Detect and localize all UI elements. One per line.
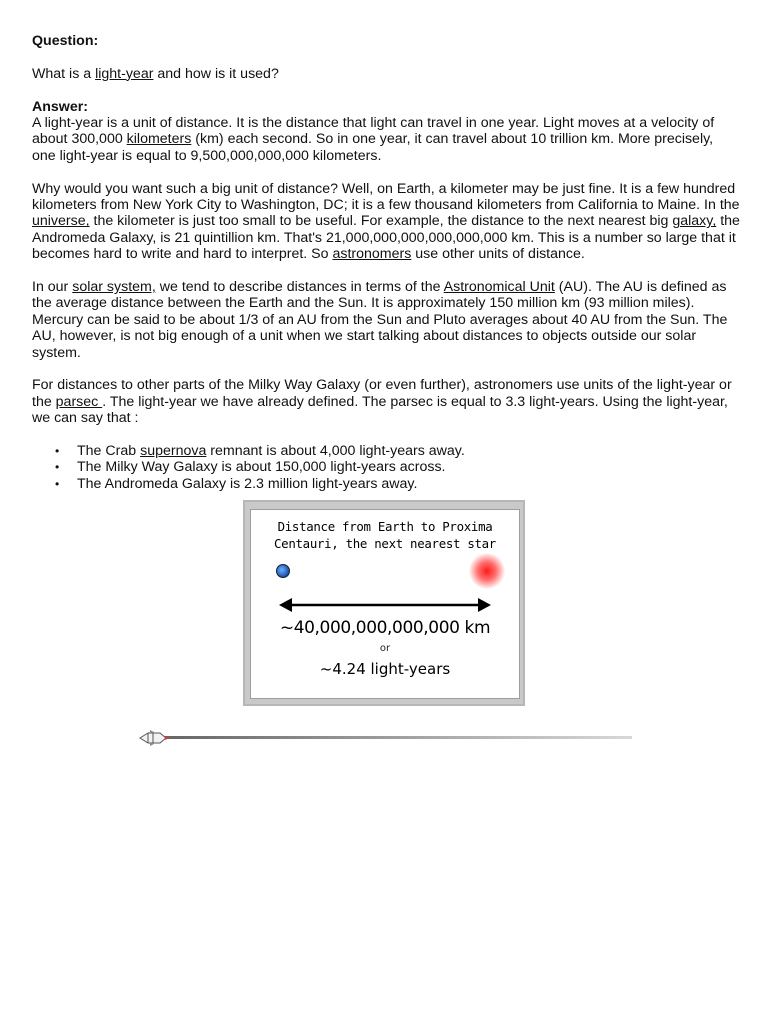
distance-list: [32, 443, 740, 492]
answer-heading: Answer:: [32, 98, 88, 115]
figure-panel: [250, 509, 520, 699]
figure-title: Distance from Earth to Proxima Centauri, the next nearest star: [274, 519, 496, 551]
link-parsec[interactable]: parsec: [55, 393, 103, 410]
link-astronomers[interactable]: astronomers: [332, 246, 412, 263]
question-text: What is a light-year and how is it used?: [32, 65, 279, 82]
distance-light-years-label: ~4.24 light-years: [319, 660, 451, 678]
document-page: [32, 33, 740, 492]
distance-km-label: ~40,000,000,000,000 km: [279, 618, 491, 638]
paragraph-3: In our solar system, we tend to describe distances in terms of the Astronomical Unit (AU). The AU is defined as the average distance between the Earth and the Sun. It is approximately 150 million km (93 million miles). Mercury can be said to be about 1/3 of an AU from the Sun and Pluto averages about 40 AU from the Sun. The AU, however, is not big enough of a unit when we start talking about distances to objects outside our solar system.: [32, 279, 728, 361]
rocket-divider-icon: [138, 728, 634, 748]
link-light-year[interactable]: light-year: [95, 65, 154, 82]
link-astronomical-unit[interactable]: Astronomical Unit: [443, 279, 555, 296]
link-supernova[interactable]: supernova: [140, 443, 207, 460]
earth-icon: [276, 564, 290, 578]
list-item: • The Crab supernova remnant is about 4,000 light-years away.: [77, 443, 740, 459]
double-arrow-icon: [279, 598, 491, 612]
link-kilometers[interactable]: kilometers: [126, 131, 192, 148]
link-galaxy[interactable]: galaxy,: [672, 213, 717, 230]
list-item: • The Milky Way Galaxy is about 150,000 light-years across.: [77, 459, 740, 475]
link-solar-system[interactable]: solar system,: [72, 279, 156, 296]
or-label: or: [379, 643, 391, 654]
list-item: • The Andromeda Galaxy is 2.3 million light-years away.: [77, 476, 740, 492]
paragraph-2: Why would you want such a big unit of distance? Well, on Earth, a kilometer may be just fine. It is a few hundred kilometers from New York City to Washington, DC; it is a few thousand kilometers from California to Maine. In the universe, the kilometer is just too small to be useful. For example, the distance to the next nearest big galaxy, the Andromeda Galaxy, is 21 quintillion km. That's 21,000,000,000,000,000,000 km. This is a number so large that it becomes hard to write and hard to interpret. So astronomers use other units of distance.: [32, 180, 740, 263]
paragraph-4: For distances to other parts of the Milky Way Galaxy (or even further), astronomers use units of the light-year or the parsec . The light-year we have already defined. The parsec is equal to 3.3 light-years. Using the light-year, we can say that :: [32, 377, 732, 427]
proxima-distance-figure: [243, 500, 525, 706]
question-heading: Question:: [32, 33, 99, 49]
paragraph-1: A light-year is a unit of distance. It is the distance that light can travel in one year. Light moves at a velocity of about 300,000 kilometers (km) each second. So in one year, it can travel about 10 trillion km. More precisely, one light-year is equal to 9,500,000,000,000 kilometers.: [32, 115, 715, 164]
star-glow-icon: [469, 553, 505, 589]
link-universe[interactable]: universe,: [32, 213, 90, 230]
